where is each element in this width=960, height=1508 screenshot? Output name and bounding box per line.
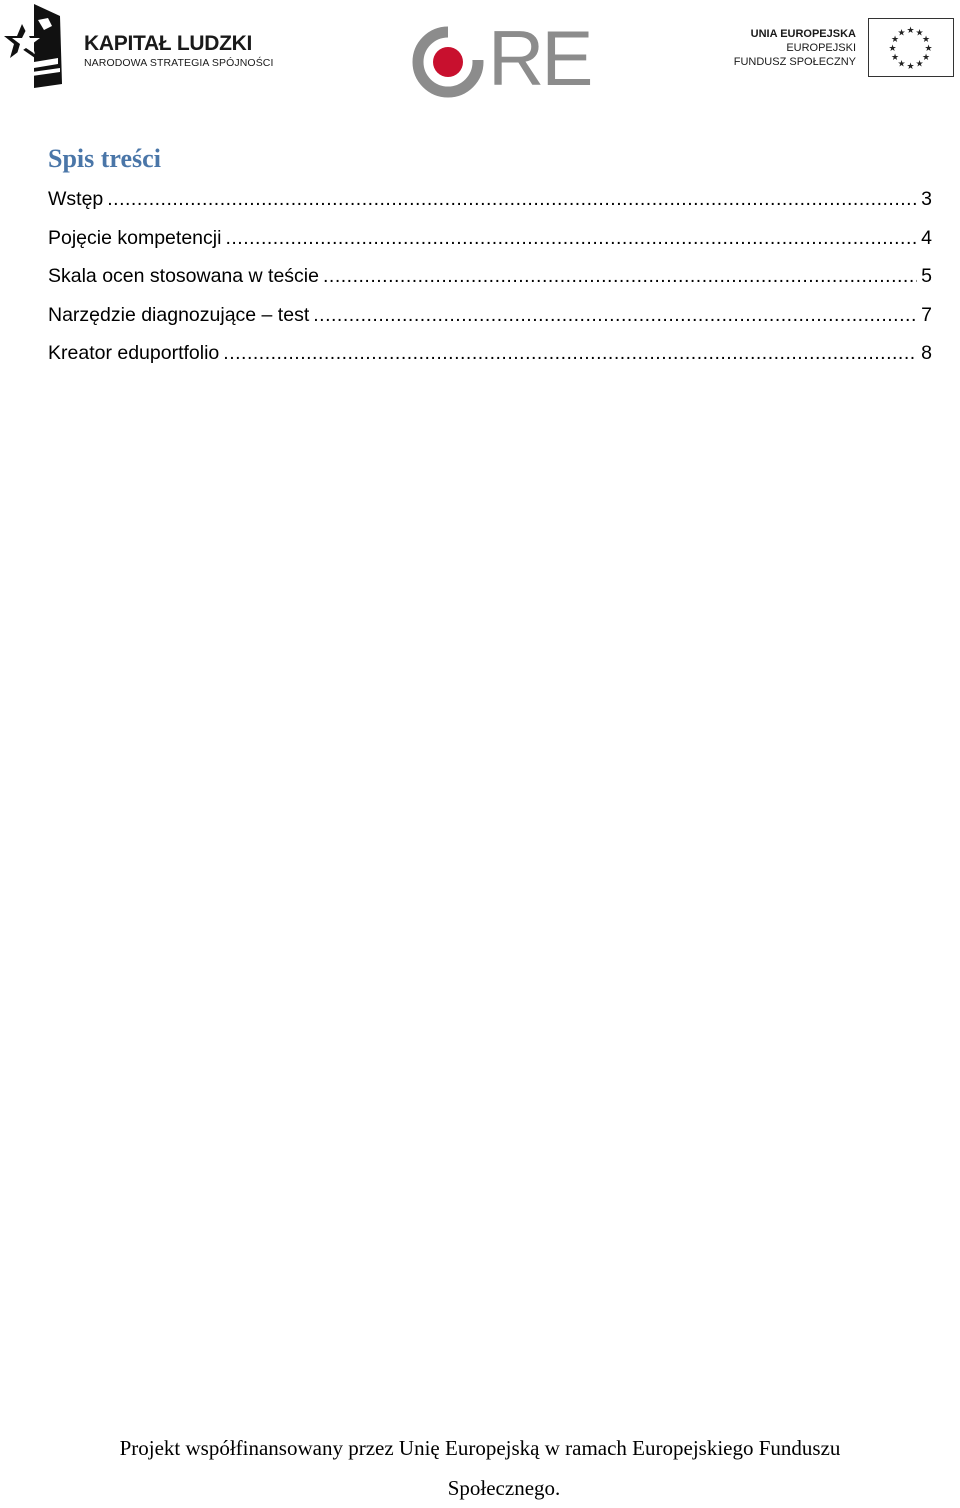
toc-entry-kreator-eduportfolio[interactable]	[48, 334, 932, 373]
svg-text:★: ★	[897, 59, 906, 70]
eu-logo	[733, 18, 956, 80]
toc-entry-label: Kreator eduportfolio	[48, 342, 220, 364]
footer-line-1: Projekt współfinansowany przez Unię Europejską w ramach Europejskiego Funduszu	[119, 1436, 841, 1460]
svg-text:★: ★	[890, 35, 900, 45]
toc-leader-dots	[223, 334, 917, 373]
eu-line-1: UNIA EUROPEJSKA	[750, 28, 856, 40]
eu-line-2: EUROPEJSKI	[786, 42, 856, 54]
svg-text:★: ★	[890, 53, 900, 63]
table-of-contents	[48, 142, 932, 373]
toc-entry-label: Wstęp	[48, 188, 104, 210]
toc-entry-page: 5	[921, 265, 932, 287]
toc-entry-page: 7	[921, 303, 932, 326]
kapital-ludzki-logo	[4, 2, 274, 90]
svg-text:★: ★	[915, 59, 924, 70]
toc-leader-dots	[323, 257, 917, 296]
eu-logo-text	[734, 27, 856, 69]
svg-text:★: ★	[924, 44, 933, 54]
svg-text:★: ★	[921, 53, 931, 63]
svg-text:★: ★	[921, 35, 931, 45]
toc-entry-page: 4	[921, 226, 932, 249]
page-footer	[0, 1428, 960, 1508]
kapital-ludzki-subtitle: NARODOWA STRATEGIA SPÓJNOŚCI	[84, 57, 274, 69]
page-header	[0, 0, 960, 110]
svg-text:★: ★	[906, 26, 915, 36]
ore-logo	[410, 14, 591, 102]
toc-leader-dots	[225, 219, 917, 258]
toc-entry-page: 8	[921, 342, 932, 364]
toc-leader-dots	[107, 180, 917, 219]
svg-text:★: ★	[897, 28, 906, 39]
toc-title: Spis treści	[48, 144, 161, 173]
kapital-ludzki-title: KAPITAŁ LUDZKI	[84, 32, 253, 55]
ore-logo-text: RE	[488, 14, 591, 102]
toc-entry-narzedzie-diagnozujace[interactable]	[48, 296, 932, 335]
eu-flag-icon	[868, 18, 954, 77]
ore-logo-icon	[410, 24, 486, 100]
svg-text:★: ★	[906, 62, 915, 72]
toc-entry-pojecie-kompetencji[interactable]	[48, 219, 932, 258]
toc-leader-dots	[313, 296, 917, 335]
eu-line-3: FUNDUSZ SPOŁECZNY	[733, 56, 856, 68]
toc-entry-label: Skala ocen stosowana w teście	[48, 265, 319, 287]
toc-entry-page: 3	[921, 188, 932, 210]
kapital-ludzki-logo-icon	[4, 2, 68, 90]
eu-stars-icon	[869, 19, 952, 75]
toc-entry-label: Narzędzie diagnozujące – test	[48, 303, 310, 326]
toc-entry-wstep[interactable]	[48, 180, 932, 219]
svg-text:★: ★	[915, 28, 924, 39]
svg-text:★: ★	[888, 44, 897, 54]
toc-entry-skala-ocen[interactable]	[48, 257, 932, 296]
toc-entry-label: Pojęcie kompetencji	[48, 226, 222, 249]
footer-line-2: Społecznego.	[447, 1476, 561, 1500]
